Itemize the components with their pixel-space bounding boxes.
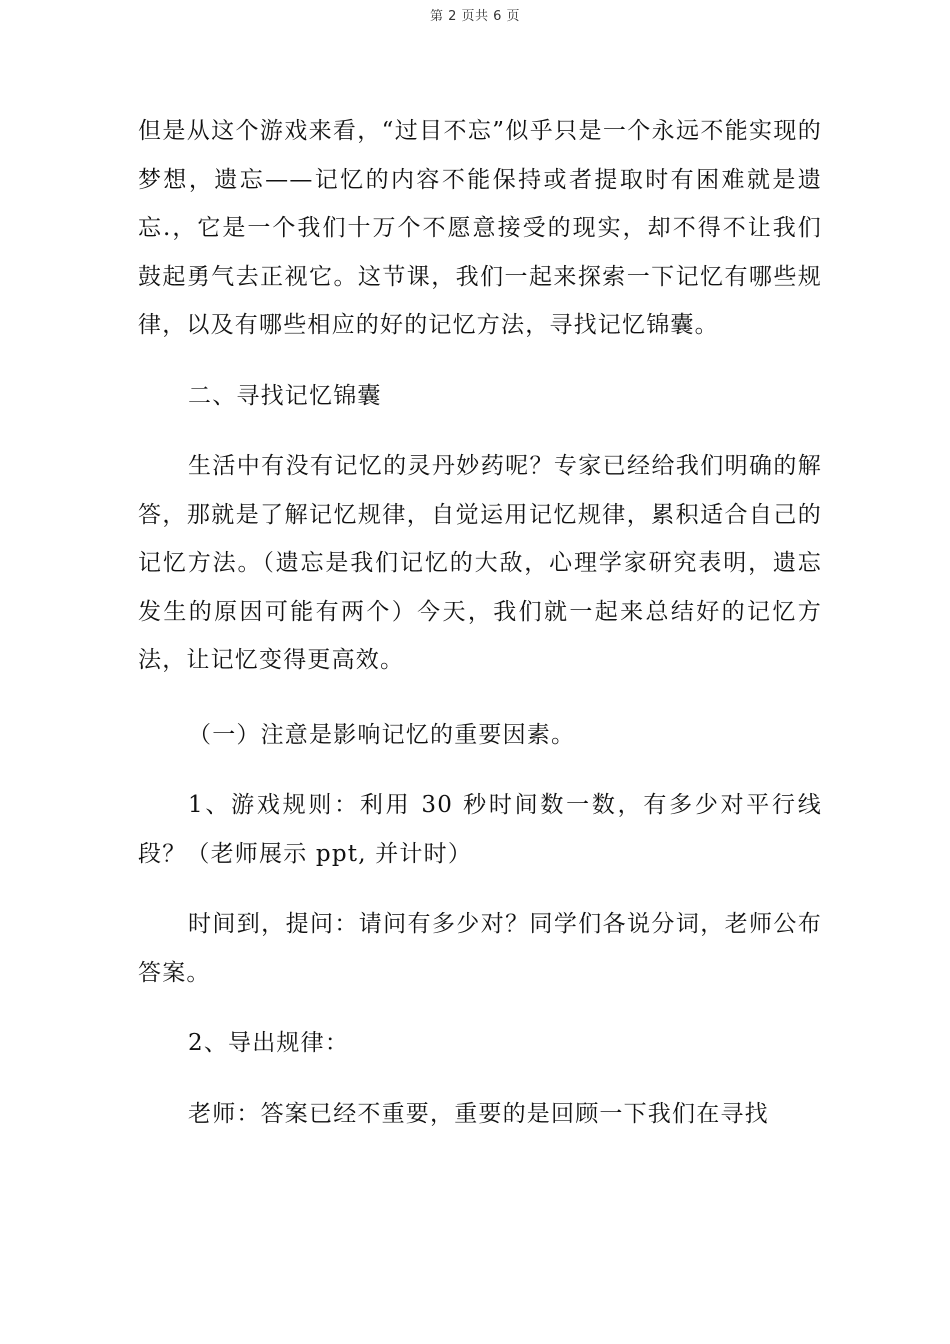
document-body xyxy=(138,107,822,1138)
paragraph-derive-rule: 2、导出规律： xyxy=(188,1030,350,1056)
subsection-heading: （一）注意是影响记忆的重要因素。 xyxy=(188,721,576,748)
page-indicator: 第 2 页共 6 页 xyxy=(429,9,521,24)
paragraph-memory-law: 生活中有没有记忆的灵丹妙药呢？专家已经给我们明确的解答，那就是了解记忆规律，自觉运用记忆规律，累积适合自己的记忆方法。（遗忘是我们记忆的大敌，心理学家研究表明，遗忘发生的原因可能有两个）今天，我们就一起来总结好的记忆方法，让记忆变得更高效。 xyxy=(138,453,822,673)
section-heading: 二、寻找记忆锦囊 xyxy=(188,382,382,409)
paragraph-intro: 但是从这个游戏来看，“过目不忘”似乎只是一个永远不能实现的梦想，遗忘——记忆的内容不能保持或者提取时有困难就是遗忘.，它是一个我们十万个不愿意接受的现实，却不得不让我们鼓起勇气去正视它。这节课，我们一起来探索一下记忆有哪些规律，以及有哪些相应的好的记忆方法，寻找记忆锦囊。 xyxy=(138,118,822,338)
paragraph-game-rules: 1、游戏规则：利用 30 秒时间数一数，有多少对平行线段？（老师展示 ppt, 并计时） xyxy=(138,792,822,867)
paragraph-time-up: 时间到，提问：请问有多少对？同学们各说分词，老师公布答案。 xyxy=(138,911,822,986)
paragraph-teacher: 老师：答案已经不重要，重要的是回顾一下我们在寻找 xyxy=(188,1100,769,1127)
